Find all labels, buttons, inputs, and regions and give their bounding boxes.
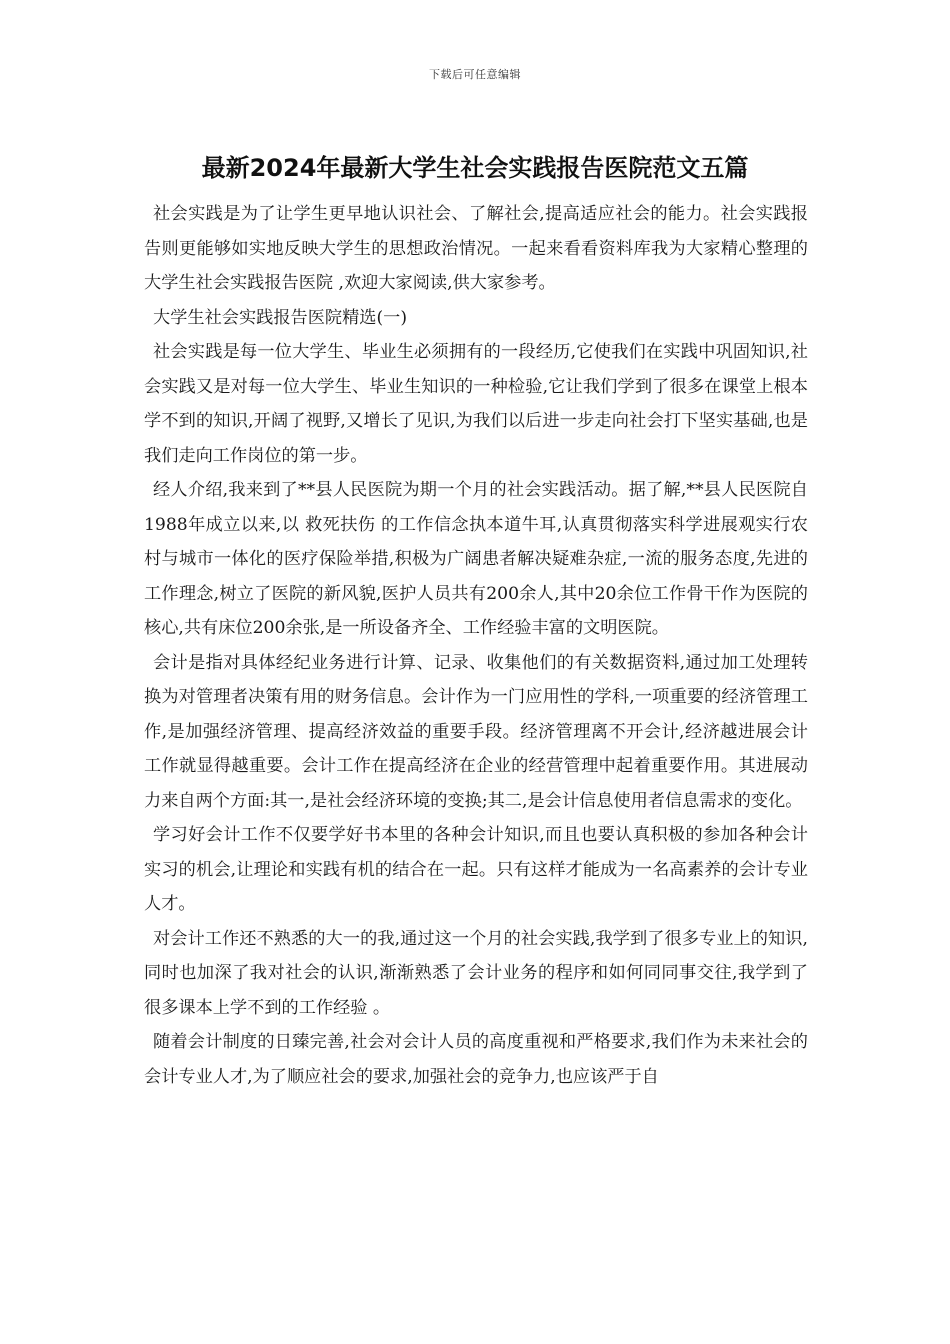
paragraph-accounting: 会计是指对具体经纪业务进行计算、记录、收集他们的有关数据资料,通过加工处理转换为对管理者决策有用的财务信息。会计作为一门应用性的学科,一项重要的经济管理工作,是加强经济管理、提高经济效益的重要手段。经济管理离不开会计,经济越进展会计工作就显得越重要。会计工作在提高经济在企业的经营管理中起着重要作用。其进展动力来自两个方面:其一,是社会经济环境的变换;其二,是会计信息使用者信息需求的变化。 <box>144 652 808 811</box>
paragraph-learning: 学习好会计工作不仅要学好书本里的各种会计知识,而且也要认真积极的参加各种会计实习的机会,让理论和实践有机的结合在一起。只有这样才能成为一名高素养的会计专业人才。 <box>144 825 808 914</box>
paragraph-practice: 社会实践是每一位大学生、毕业生必须拥有的一段经历,它使我们在实践中巩固知识,社会实践又是对每一位大学生、毕业生知识的一种检验,它让我们学到了很多在课堂上根本学不到的知识,开阔了视野,又增长了见识,为我们以后进一步走向社会打下坚实基础,也是我们走向工作岗位的第一步。 <box>144 342 808 466</box>
section-heading: 大学生社会实践报告医院精选(一) <box>153 307 408 328</box>
paragraph-experience: 对会计工作还不熟悉的大一的我,通过这一个月的社会实践,我学到了很多专业上的知识,同时也加深了我对社会的认识,渐渐熟悉了会计业务的程序和如何同同事交往,我学到了很多课本上学不到的工作经验 。 <box>144 928 808 1018</box>
document-title: 最新2024年最新大学生社会实践报告医院范文五篇 <box>201 154 749 182</box>
paragraph-future: 随着会计制度的日臻完善,社会对会计人员的高度重视和严格要求,我们作为未来社会的会计专业人才,为了顺应社会的要求,加强社会的竞争力,也应该严于自 <box>144 1032 808 1087</box>
document-body <box>144 197 808 1094</box>
paragraph-hospital: 经人介绍,我来到了**县人民医院为期一个月的社会实践活动。据了解,**县人民医院自1988年成立以来,以 救死扶伤 的工作信念执本道牛耳,认真贯彻落实科学进展观实行农村与城市一体化的医疗保险举措,积极为广阔患者解决疑难杂症,一流的服务态度,先进的工作理念,树立了医院的新风貌,医护人员共有200余人,其中20余位工作骨干作为医院的核心,共有床位200余张,是一所设备齐全、工作经验丰富的文明医院。 <box>144 480 808 638</box>
paragraph-intro: 社会实践是为了让学生更早地认识社会、了解社会,提高适应社会的能力。社会实践报告则更能够如实地反映大学生的思想政治情况。一起来看看资料库我为大家精心整理的 大学生社会实践报告医院 ,欢迎大家阅读,供大家参考。 <box>144 204 808 293</box>
page-header-note: 下载后可任意编辑 <box>429 68 521 81</box>
